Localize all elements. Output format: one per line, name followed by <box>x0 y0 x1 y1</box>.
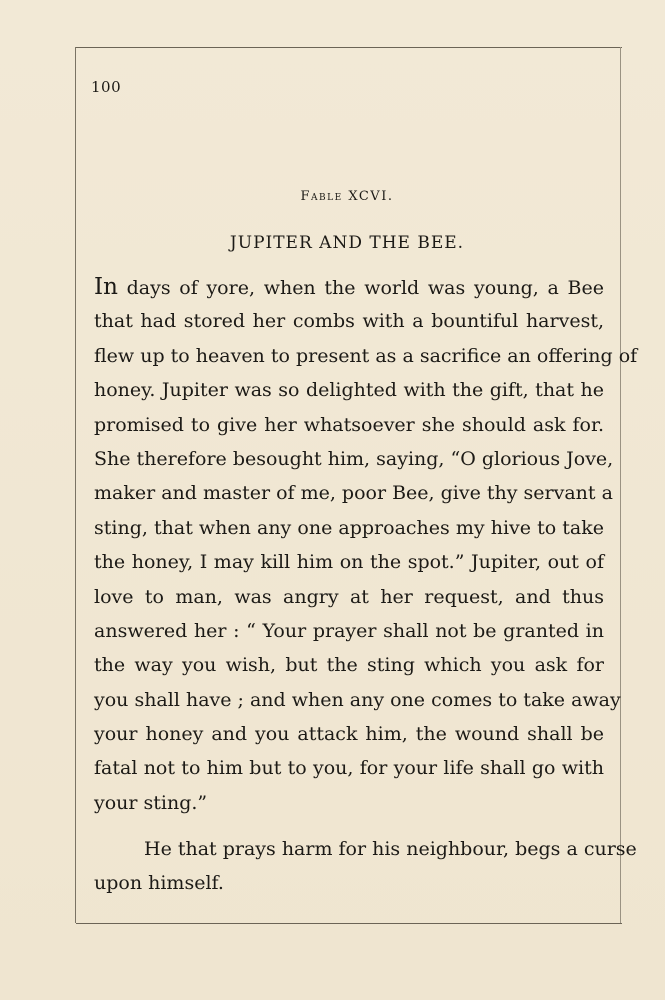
body-line: the way you wish, but the sting which you ask for <box>94 654 604 677</box>
bottom-border-rule <box>76 923 622 924</box>
body-line: love to man, was angry at her request, and thus <box>94 585 604 608</box>
initial-capital: In <box>94 274 118 300</box>
left-border-rule <box>75 47 76 923</box>
fable-body <box>94 270 638 820</box>
body-line: your honey and you attack him, the wound shall be <box>94 723 604 746</box>
top-border-rule <box>76 47 622 48</box>
body-line: fatal not to him but to you, for your life shall go with <box>94 757 604 780</box>
fable-label: Fable XCVI. <box>300 189 394 204</box>
page-number: 100 <box>91 78 122 96</box>
body-line: you shall have ; and when any one comes to take away <box>94 688 621 711</box>
body-line: promised to give her whatsoever she should ask for. <box>94 413 604 436</box>
body-line: your sting.” <box>94 791 208 814</box>
body-line: sting, that when any one approaches my hive to take <box>94 516 604 539</box>
moral-line: He that prays harm for his neighbour, begs a curse <box>144 838 637 860</box>
body-line: answered her : “ Your prayer shall not be granted in <box>94 619 604 642</box>
fable-title: JUPITER AND THE BEE. <box>229 233 465 253</box>
fable-moral <box>94 832 637 901</box>
body-line <box>94 270 604 304</box>
body-line: the honey, I may kill him on the spot.” Jupiter, out of <box>94 551 604 574</box>
body-line: flew up to heaven to present as a sacrifice an offering of <box>94 344 638 367</box>
moral-line: upon himself. <box>94 872 224 895</box>
body-line: that had stored her combs with a bountiful harvest, <box>94 310 604 333</box>
first-line-text: days of yore, when the world was young, a Bee <box>117 277 604 299</box>
body-line: honey. Jupiter was so delighted with the gift, that he <box>94 379 604 402</box>
body-line: She therefore besought him, saying, “O glorious Jove, <box>94 447 614 470</box>
body-line: maker and master of me, poor Bee, give thy servant a <box>94 482 613 505</box>
right-border-rule <box>620 47 621 923</box>
